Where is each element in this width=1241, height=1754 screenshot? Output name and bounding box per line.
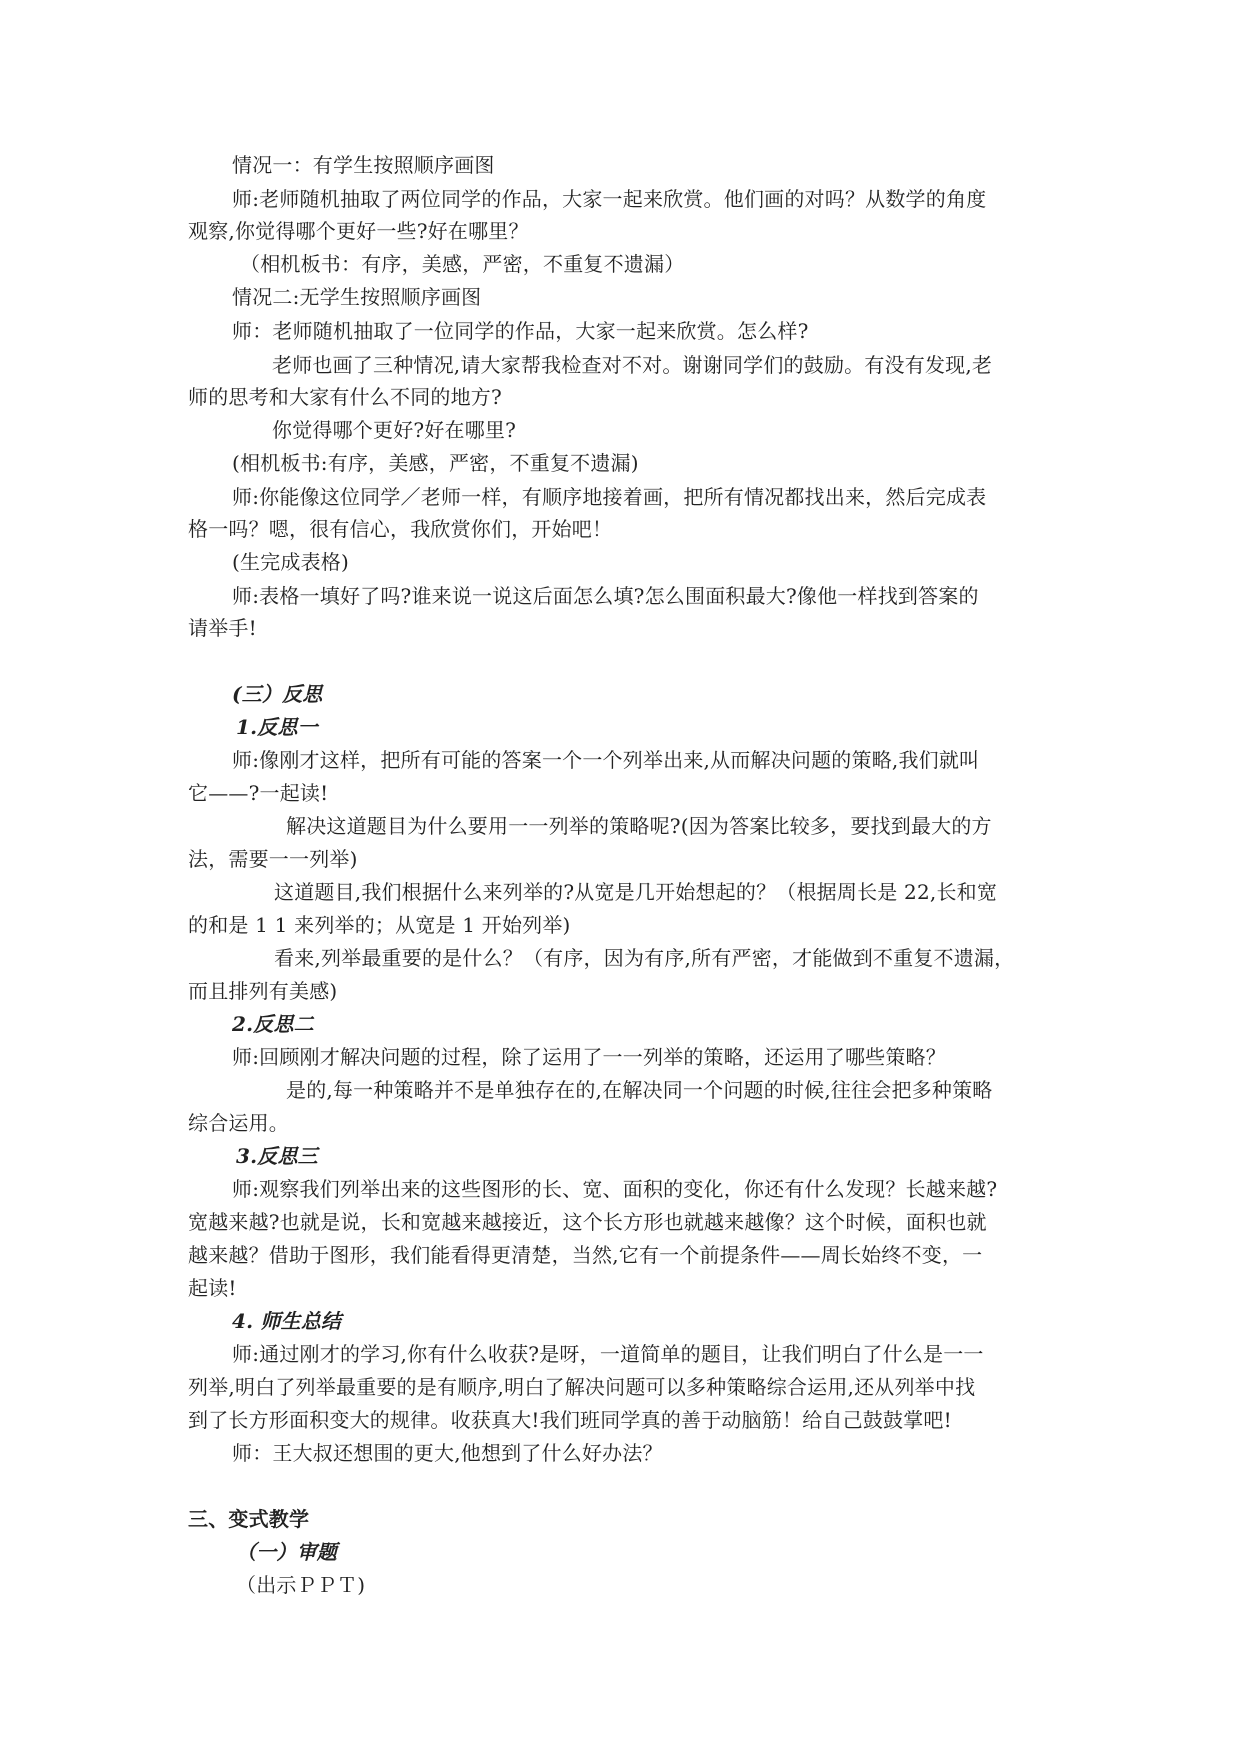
paragraph-line: 师:通过刚才的学习,你有什么收获?是呀，一道简单的题目，让我们明白了什么是一一: [232, 1342, 984, 1366]
paragraph-line: 请举手!: [188, 616, 257, 640]
subsection-heading: 2.反思二: [232, 1012, 314, 1036]
paragraph-line: 综合运用。: [188, 1111, 289, 1135]
paragraph-line: 师的思考和大家有什么不同的地方?: [188, 385, 502, 409]
paragraph-line: 法，需要一一列举): [188, 847, 358, 871]
paragraph-line: 师:回顾刚才解决问题的过程，除了运用了一一列举的策略，还运用了哪些策略？: [232, 1045, 946, 1069]
paragraph-line: 你觉得哪个更好?好在哪里?: [272, 418, 517, 442]
paragraph-line: 列举,明白了列举最重要的是有顺序,明白了解决问题可以多种策略综合运用,还从列举中找: [188, 1375, 976, 1399]
paragraph-line: 解决这道题目为什么要用一一列举的策略呢?(因为答案比较多，要找到最大的方: [286, 814, 992, 838]
paragraph-line: 情况二:无学生按照顺序画图: [232, 285, 482, 309]
paragraph-line: 的和是 1 1 来列举的；从宽是 1 开始列举): [188, 913, 571, 937]
paragraph-line: 师:你能像这位同学／老师一样，有顺序地接着画，把所有情况都找出来，然后完成表: [232, 485, 987, 509]
subsection-heading: 1.反思一: [236, 715, 318, 739]
paragraph-line: 越来越？借助于图形，我们能看得更清楚，当然,它有一个前提条件——周长始终不变，一: [188, 1243, 983, 1267]
paragraph-line: 看来,列举最重要的是什么？（有序，因为有序,所有严密，才能做到不重复不遗漏，: [274, 946, 1015, 970]
paragraph-line: 师：王大叔还想围的更大,他想到了什么好办法？: [232, 1441, 663, 1465]
paragraph-line: 宽越来越?也就是说，长和宽越来越接近，这个长方形也就越来越像？这个时候，面积也就: [188, 1210, 987, 1234]
paragraph-line: （相机板书：有序，美感，严密，不重复不遗漏）: [240, 252, 685, 276]
paragraph-line: 格一吗？嗯，很有信心，我欣赏你们，开始吧！: [188, 517, 613, 541]
paragraph-line: （出示ＰＰＴ): [236, 1573, 366, 1597]
paragraph-line: 这道题目,我们根据什么来列举的?从宽是几开始想起的？（根据周长是 22,长和宽: [274, 880, 998, 904]
subsection-heading: （一）审题: [236, 1540, 337, 1564]
paragraph-line: 师:表格一填好了吗?谁来说一说这后面怎么填?怎么围面积最大?像他一样找到答案的: [232, 584, 979, 608]
paragraph-line: 老师也画了三种情况,请大家帮我检查对不对。谢谢同学们的鼓励。有没有发现,老: [272, 353, 993, 377]
paragraph-line: 师:像刚才这样，把所有可能的答案一个一个列举出来,从而解决问题的策略,我们就叫: [232, 748, 980, 772]
paragraph-line: 情况一：有学生按照顺序画图: [232, 153, 495, 177]
paragraph-line: 到了长方形面积变大的规律。收获真大!我们班同学真的善于动脑筋！给自己鼓鼓掌吧!: [188, 1408, 952, 1432]
section-heading: 三、变式教学: [188, 1507, 310, 1531]
subsection-heading: 3.反思三: [236, 1144, 318, 1168]
paragraph-line: 师:老师随机抽取了两位同学的作品，大家一起来欣赏。他们画的对吗？从数学的角度: [232, 187, 987, 211]
paragraph-line: 师:观察我们列举出来的这些图形的长、宽、面积的变化，你还有什么发现？长越来越?: [232, 1177, 998, 1201]
paragraph-line: (生完成表格): [232, 550, 350, 574]
paragraph-line: 是的,每一种策略并不是单独存在的,在解决同一个问题的时候,往往会把多种策略: [286, 1078, 993, 1102]
paragraph-line: 而且排列有美感): [188, 979, 338, 1003]
paragraph-line: (相机板书:有序，美感，严密，不重复不遗漏): [232, 451, 639, 475]
paragraph-line: 观察,你觉得哪个更好一些?好在哪里？: [188, 219, 529, 243]
subsection-heading: 4. 师生总结: [232, 1309, 342, 1333]
paragraph-line: 起读!: [188, 1276, 237, 1300]
paragraph-line: 师：老师随机抽取了一位同学的作品，大家一起来欣赏。怎么样?: [232, 319, 809, 343]
paragraph-line: 它——?一起读!: [188, 781, 329, 805]
subsection-heading: (三）反思: [232, 682, 323, 706]
